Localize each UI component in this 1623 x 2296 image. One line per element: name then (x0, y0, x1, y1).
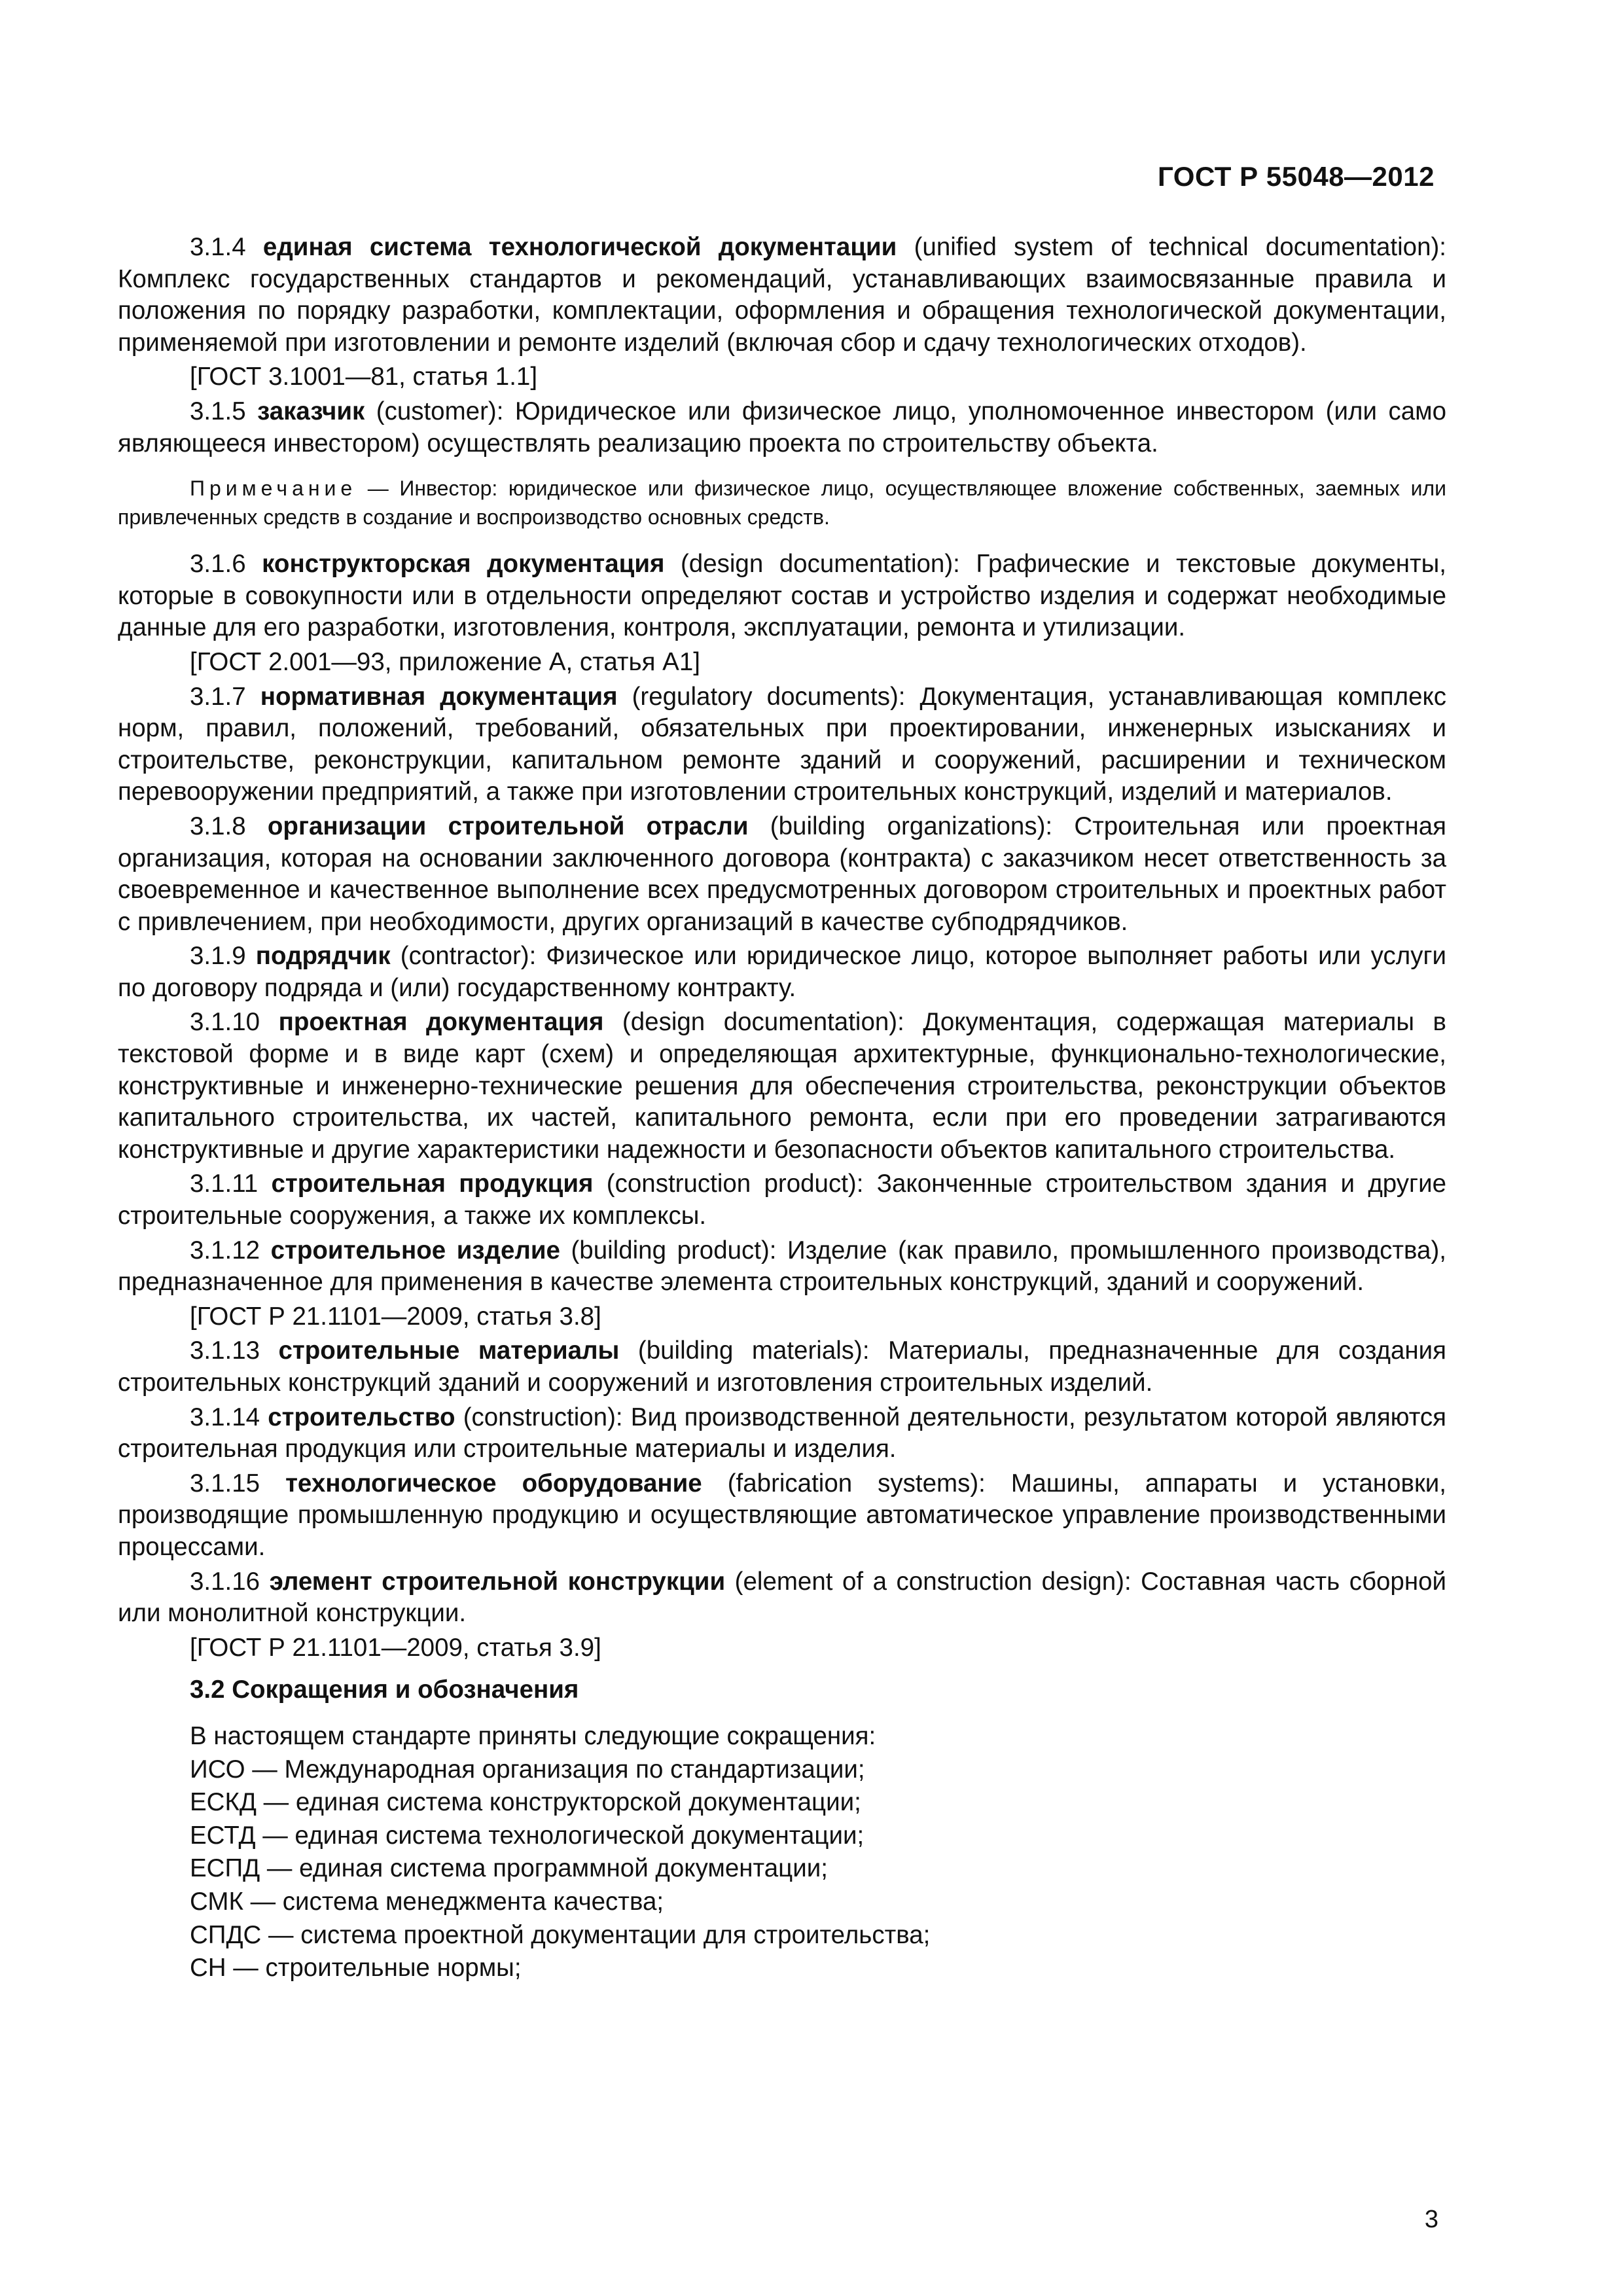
entry-number: 3.1.9 (190, 942, 246, 971)
entry-definition: (building materials): Материалы, предназначенные для создания строительных конструкций зданий и сооружений и изготовления строительных изделий. (118, 1336, 1446, 1397)
entry-source: [ГОСТ Р 21.1101—2009, статья 3.9] (190, 1633, 601, 1662)
entry-term: организации строительной отрасли (267, 812, 749, 840)
entry-definition: (contractor): Физическое или юридическое лицо, которое выполняет работы или услуги по договору подряда и (или) государственному контракту. (118, 942, 1446, 1002)
abbreviation-item: СМК — система менеджмента качества; (190, 1887, 664, 1916)
entry-number: 3.1.6 (190, 550, 246, 579)
entry-number: 3.1.5 (190, 397, 246, 425)
entry-definition: (design documentation): Документация, содержащая материалы в текстовой форме и в виде карт (схем) и определяющая архитектурные, функционально-технологические, конструктивные и инженерно-технические решения для обеспечения строительства, реконструкции объектов капитального строительства, их частей, капитального ремонта, если при его проведении затрагиваются конструктивные и другие характеристики надежности и безопасности объектов капитального строительства. (118, 1008, 1446, 1164)
entry-definition: (fabrication systems): Машины, аппараты и установки, производящие промышленную продукцию и осуществляющие автоматическое управление производственными процессами. (118, 1469, 1446, 1561)
note-label: Примечание (190, 476, 357, 501)
entry-term: строительные материалы (278, 1336, 620, 1365)
entry-definition: (unified system of technical documentation): Комплекс государственных стандартов и рекомендаций, устанавливающих взаимосвязанные правила и положения по порядку разработки, комплектации, оформления и обращения технологической документации, применяемой при изготовлении и ремонте изделий (включая сбор и сдачу технологических отходов). (118, 233, 1446, 357)
entry-3-1-5 (118, 396, 1446, 459)
entry-term: нормативная документация (260, 682, 618, 711)
entry-3-1-7 (118, 681, 1446, 808)
document-header: ГОСТ Р 55048—2012 (1158, 161, 1435, 192)
entry-term: заказчик (257, 397, 365, 425)
entry-term: конструкторская документация (262, 550, 665, 579)
note (118, 474, 1446, 531)
entry-number: 3.1.12 (190, 1236, 260, 1265)
abbreviation-item: ИСО — Международная организация по стандартизации; (190, 1755, 865, 1784)
entry-source: [ГОСТ Р 21.1101—2009, статья 3.8] (190, 1302, 601, 1331)
entry-definition: (customer): Юридическое или физическое лицо, уполномоченное инвестором (или само являющееся инвестором) осуществлять реализацию проекта по строительству объекта. (118, 397, 1446, 457)
entry-3-1-10 (118, 1007, 1446, 1166)
entry-term: подрядчик (255, 942, 391, 971)
entry-3-1-12 (118, 1235, 1446, 1299)
abbreviation-item: СН — строительные нормы; (190, 1954, 522, 1982)
document-body (118, 232, 1446, 1986)
entry-term: проектная документация (278, 1008, 604, 1037)
entry-number: 3.1.8 (190, 812, 246, 840)
entry-number: 3.1.13 (190, 1336, 260, 1365)
entry-term: строительство (268, 1403, 455, 1431)
entry-3-1-13 (118, 1335, 1446, 1399)
entry-definition: (construction): Вид производственной деятельности, результатом которой являются строительная продукция или строительные материалы и изделия. (118, 1403, 1446, 1463)
entry-term: элемент строительной конструкции (269, 1567, 726, 1596)
entry-term: единая система технологической документации (262, 233, 897, 261)
entry-definition: (construction product): Законченные строительством здания и другие строительные сооружения, а также их комплексы. (118, 1170, 1446, 1230)
page-number: 3 (1424, 2206, 1438, 2233)
section-heading: 3.2 Сокращения и обозначения (190, 1676, 579, 1704)
entry-3-1-15 (118, 1468, 1446, 1564)
abbreviation-item: ЕСТД — единая система технологической документации; (190, 1821, 865, 1850)
entry-definition: (design documentation): Графические и текстовые документы, которые в совокупности или в отдельности определяют состав и устройство изделия и содержат необходимые данные для его разработки, изготовления, контроля, эксплуатации, ремонта и утилизации. (118, 550, 1447, 642)
entry-term: технологическое оборудование (285, 1469, 702, 1498)
abbreviation-item: СПДС — система проектной документации для строительства; (190, 1920, 931, 1949)
abbreviation-item: ЕСПД — единая система программной документации; (190, 1854, 828, 1883)
entry-definition: (building product): Изделие (как правило, промышленного производства), предназначенное для применения в качестве элемента строительных конструкций, зданий и сооружений. (118, 1236, 1446, 1297)
abbreviations-intro: В настоящем стандарте приняты следующие сокращения: (190, 1721, 876, 1750)
entry-definition: (regulatory documents): Документация, устанавливающая комплекс норм, правил, положений, требований, обязательных при проектировании, инженерных изысканиях и строительстве, реконструкции, капитальном ремонте зданий и сооружений, расширении и техническом перевооружении предприятий, а также при изготовлении строительных конструкций, изделий и материалов. (118, 682, 1447, 806)
abbreviations-list (190, 1721, 1446, 1984)
entry-number: 3.1.11 (190, 1170, 259, 1198)
entry-3-1-16 (118, 1566, 1446, 1630)
entry-definition: (building organizations): Строительная или проектная организация, которая на основании заключенного договора (контракта) с заказчиком несет ответственность за своевременное и качественное выполнение всех предусмотренных договором строительных и проектных работ с привлечением, при необходимости, других организаций в качестве субподрядчиков. (118, 812, 1447, 936)
entry-source: [ГОСТ 2.001—93, приложение А, статья А1] (190, 647, 700, 676)
entry-term: строительная продукция (271, 1170, 594, 1198)
entry-3-1-6 (118, 548, 1446, 644)
entry-number: 3.1.14 (190, 1403, 260, 1431)
entry-number: 3.1.4 (190, 233, 246, 261)
note-text: — Инвестор: юридическое или физическое лицо, осуществляющее вложение собственных, заемных или привлеченных средств в создание и воспроизводство основных средств. (118, 476, 1446, 529)
entry-number: 3.1.7 (190, 682, 246, 711)
entry-3-1-11 (118, 1168, 1446, 1232)
abbreviation-item: ЕСКД — единая система конструкторской документации; (190, 1788, 861, 1817)
entry-3-1-4 (118, 232, 1446, 359)
entry-term: строительное изделие (270, 1236, 560, 1265)
entry-3-1-14 (118, 1402, 1446, 1465)
entry-number: 3.1.15 (190, 1469, 260, 1498)
entry-3-1-9 (118, 941, 1446, 1004)
entry-number: 3.1.10 (190, 1008, 260, 1037)
entry-source: [ГОСТ 3.1001—81, статья 1.1] (190, 363, 538, 391)
entry-definition: (element of a construction design): Составная часть сборной или монолитной конструкции. (118, 1567, 1447, 1628)
entry-3-1-8 (118, 811, 1446, 938)
entry-number: 3.1.16 (190, 1567, 260, 1596)
